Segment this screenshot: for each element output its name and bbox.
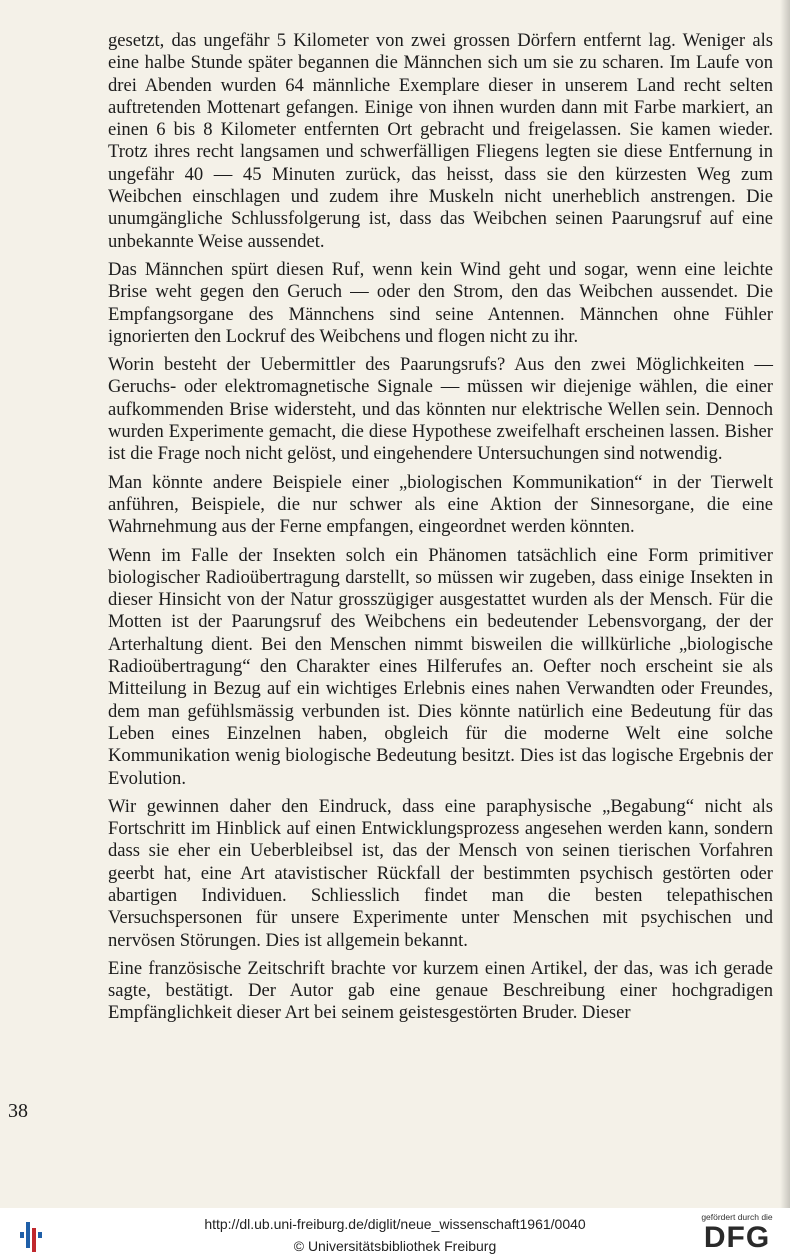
document-url-link[interactable]: http://dl.ub.uni-freiburg.de/diglit/neue_wissenschaft1961/0040 [204, 1216, 586, 1232]
dfg-logo[interactable] [694, 1212, 780, 1256]
paragraph: Das Männchen spürt diesen Ruf, wenn kein Wind geht und sogar, wenn eine leichte Brise weht gegen den Geruch — oder den Strom, den das Weibchen aussendet. Die Empfangsorgane des Männchens sind seine Antennen. Männchen ohne Fühler ignorierten den Lockruf des Weibchens und flogen nicht zu ihr. [108, 258, 773, 347]
copyright-notice: © Universitätsbibliothek Freiburg [293, 1238, 497, 1254]
viewer-footer [0, 1208, 790, 1260]
paragraph: gesetzt, das ungefähr 5 Kilometer von zwei grossen Dörfern entfernt lag. Weniger als eine halbe Stunde später begannen die Männchen sich um sie zu scharen. Im Laufe von drei Abenden wurden 64 männliche Exemplare dieser in unserem Land recht selten auftretenden Mottenart gefangen. Einige von ihnen wurden dann mit Farbe markiert, an einen 6 bis 8 Kilometer entfernten Ort gebracht und freigelassen. Sie kamen wieder. Trotz ihres recht langsamen und schwerfälligen Fliegens legten sie diese Entfernung in ungefähr 40 — 45 Minuten zurück, das heisst, dass sie den kürzesten Weg zum Weibchen einschlagen und zudem ihre Muskeln nicht unerheblich anstrengen. Die unumgängliche Schlussfolgerung ist, dass das Weibchen seinen Paarungsruf auf eine unbekannte Weise aussendet. [108, 30, 773, 252]
dfg-caption: gefördert durch die [701, 1212, 773, 1222]
paragraph: Worin besteht der Uebermittler des Paarungsrufs? Aus den zwei Möglichkeiten — Geruchs- oder elektromagnetische Signale — müssen wir diejenige wählen, die einer aufkommenden Brise widersteht, und das könnten nur elektrische Wellen sein. Dennoch wurden Experimente gemacht, die diese Hypothese zweifelhaft erscheinen lassen. Bisher ist die Frage noch nicht gelöst, und eingehendere Untersuchungen sind notwendig. [108, 354, 773, 465]
page-number: 38 [8, 1100, 28, 1122]
paragraph: Eine französische Zeitschrift brachte vor kurzem einen Artikel, der das, was ich gerade sagte, bestätigt. Der Autor gab eine genaue Beschreibung einer hochgradigen Empfänglichkeit dieser Art bei seinem geistesgestörten Bruder. Dieser [108, 957, 773, 1024]
paragraph: Man könnte andere Beispiele einer „biologischen Kommunikation“ in der Tierwelt anführen, Beispiele, die nur schwer als eine Aktion der Sinnesorgane, die eine Wahrnehmung aus der Ferne empfangen, eingeordnet werden könnten. [108, 471, 773, 538]
paragraph: Wenn im Falle der Insekten solch ein Phänomen tatsächlich eine Form primitiver biologischer Radioübertragung darstellt, so müssen wir zugeben, dass einige Insekten in dieser Hinsicht von der Natur grosszügiger ausgestattet wurden als der Mensch. Für die Motten ist der Paarungsruf des Weibchens ein bedeutender Lebensvorgang, der der Arterhaltung dient. Bei den Menschen nimmt bisweilen die willkürliche „biologische Radioübertragung“ den Charakter eines Hilferufes an. Oefter noch erscheint sie als Mitteilung in Bezug auf ein wichtiges Erlebnis eines nahen Verwandten oder Freundes, dem man gefühlsmässig verbunden ist. Dies könnte natürlich eine Bedeutung für das Leben eines Einzelnen haben, obgleich für die moderne Welt eine solche Kommunikation wenig biologische Bedeutung besitzt. Dies ist das logische Ergebnis der Evolution. [108, 544, 773, 789]
body-text [108, 30, 773, 1031]
paragraph: Wir gewinnen daher den Eindruck, dass eine paraphysische „Begabung“ nicht als Fortschritt im Hinblick auf einen Entwicklungsprozess angesehen werden kann, sondern dass sie eher ein Ueberbleibsel ist, das der Mensch von seinen tierischen Vorfahren geerbt hat, eine Art atavistischer Rückfall der bestimmten psychisch gestörten oder abartigen Individuen. Schliesslich findet man die besten telepathischen Versuchspersonen für unsere Experimente unter Menschen mit psychischen und nervösen Störungen. Dies ist allgemein bekannt. [108, 795, 773, 951]
dfg-letters: DFG [703, 1221, 771, 1254]
page-edge-shadow [780, 0, 790, 1208]
